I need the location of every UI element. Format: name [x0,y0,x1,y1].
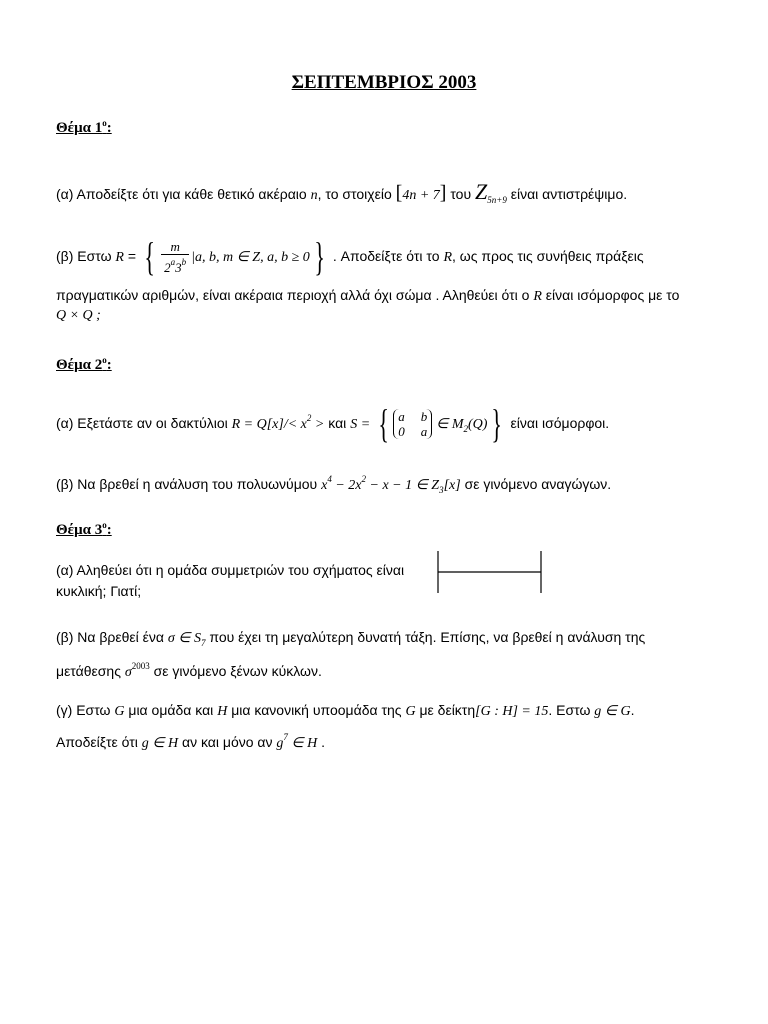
theme2-a-R-def-text: R = Q[x]/< x [231,417,307,432]
theme3-c-line2-text3: . [321,734,325,750]
segment-figure [437,551,542,593]
theme3-c-line1 [56,701,635,721]
theme3-a-line1: (α) Αληθεύει ότι η ομάδα συμμετριών του σχήματος είναι [56,562,405,578]
theme3-heading [56,520,112,539]
theme3-b-sigma: σ ∈ S [167,631,201,646]
theme1-b-denominator [161,255,189,275]
theme3-c-line2-text1: Αποδείξτε ότι [56,734,138,750]
theme3-b-line2 [56,657,322,682]
poly-mid: − 2x [331,478,362,493]
theme3-c-index: [G : H] = 15 [475,704,549,719]
theme3-c-g7: g [276,736,284,751]
theme2-a [56,398,609,449]
theme2-a-in-sub: 2 [463,424,468,434]
theme2-a-R-end: > [311,417,325,432]
theme3-c-g7-end: ∈ H [287,736,318,751]
theme3-b-sigma2-exp: 2003 [131,661,150,671]
matrix-cell: a [398,409,405,425]
theme1-b-line3: Q × Q ; [56,308,101,323]
theme1-b-den-b: b [181,257,187,268]
theme2-a-matrix [393,409,432,439]
theme2-b-text2: σε γινόμενο αναγώγων. [464,476,612,492]
theme2-a-text1: (α) Εξετάστε αν οι δακτύλιοι [56,415,228,431]
page-title: ΣΕΠΤΕΜΒΡΙΟΣ 2003 [291,72,477,93]
theme1-heading-colon: : [106,120,112,136]
theme1-a-text1: (α) Αποδείξτε ότι για κάθε θετικό ακέραιο [56,186,307,202]
theme3-b-text2: που έχει τη μεγαλύτερη δυνατή τάξη. Επίσης, να βρεθεί η ανάλυση της [209,629,646,645]
theme2-heading [56,355,112,374]
theme3-b-line1 [56,628,645,652]
theme1-heading-text: Θέμα 1 [56,120,103,136]
theme1-b-line2-end: είναι ισόμορφος με το [545,287,680,303]
theme1-b-fraction [161,239,189,275]
poly-x: x [321,478,328,493]
theme3-heading-colon: : [106,522,112,538]
theme3-b-sigma2: σ [124,665,132,680]
theme2-a-in: ∈ M [436,417,464,432]
theme3-c-G2: G [405,704,416,719]
theme3-b-text1: (β) Να βρεθεί ένα [56,629,164,645]
theme3-c-text4: με δείκτη [419,702,476,718]
theme1-b-numerator: m [161,239,189,255]
theme1-a-bracket-left: [ [395,182,403,204]
theme3-c-H: H [217,704,228,719]
poly-end: − x − 1 ∈ Z [366,478,440,493]
theme1-b-den-a: a [170,257,176,268]
theme2-a-R-def [231,413,325,432]
theme1-a-text3: του [450,186,472,202]
theme3-heading-sup: ο [102,520,107,530]
theme1-b-R2: R [443,250,452,265]
theme2-heading-sup: ο [102,355,107,365]
theme3-c-text5: . Εστω [548,702,591,718]
theme1-a-n: n [310,188,318,203]
theme1-b-line2 [56,286,679,306]
theme1-a-ring: Z [475,179,488,204]
theme3-a-line2: κυκλική; Γιατί; [56,583,142,599]
theme1-b-line2-text: πραγματικών αριθμών, είναι ακέραια περιοχή αλλά όχι σώμα . Αληθεύει ότι ο [56,287,530,303]
theme2-a-text2: και [328,415,347,431]
theme2-b-text1: (β) Να βρεθεί η ανάλυση του πολυωνύμου [56,476,318,492]
theme3-c-line2-text2: αν και μόνο αν [181,734,273,750]
theme1-a-text2: , το στοιχείο [317,186,392,202]
theme1-b-brace-left: { [144,234,155,280]
poly-tail: [x] [443,478,461,493]
theme1-a-ring-sub: 5n+9 [487,195,507,205]
theme3-b-line2-text2: σε γινόμενο ξένων κύκλων. [153,663,322,679]
theme1-b-text2: . Αποδείξτε ότι το [332,248,440,264]
theme2-a-text3: είναι ισόμορφοι. [510,415,610,431]
poly-exp1: 4 [327,474,332,484]
theme2-heading-text: Θέμα 2 [56,357,103,373]
theme2-a-brace-left: { [378,401,389,447]
theme2-heading-colon: : [106,357,112,373]
theme1-b-den-2: 2 [164,260,171,276]
theme3-c-text2: μια ομάδα και [128,702,214,718]
theme2-b-polynomial [321,474,461,495]
theme2-a-in-end: (Q) [467,417,488,432]
theme3-b-sigma-sub: 7 [200,638,206,648]
theme3-c-line2 [56,728,325,753]
theme1-b-den-3: 3 [175,260,182,276]
theme3-heading-text: Θέμα 3 [56,522,103,538]
theme1-b-R3: R [533,289,542,304]
theme2-a-S: S = [350,417,371,432]
theme2-b [56,470,611,499]
theme1-a [56,179,628,209]
theme1-a-text4: είναι αντιστρέψιμο. [510,186,628,202]
theme1-b-brace-right: } [314,234,325,280]
theme1-a-bracket-right: ] [439,182,447,204]
poly-exp2: 2 [361,474,366,484]
matrix-cell: 0 [398,424,405,440]
matrix-cell: a [420,424,428,440]
theme1-b-condition: |a, b, m ∈ Z, a, b ≥ 0 [191,250,310,265]
poly-sub: 3 [439,485,444,495]
theme1-b-text3: , ως προς τις συνήθεις πράξεις [452,248,644,264]
theme3-c-g-in-G: g ∈ G [594,704,631,719]
theme3-c-g-in-H: g ∈ H [141,736,179,751]
theme1-b-eq: = [127,248,137,264]
theme2-a-brace-right: } [491,401,503,447]
theme3-c-text3: μια κανονική υποομάδα της [231,702,402,718]
theme1-b [56,236,644,278]
theme1-heading [56,118,112,137]
theme2-a-R-exp: 2 [306,413,312,423]
theme3-c-g7-exp: 7 [283,732,288,742]
matrix-cell: b [420,409,428,425]
theme1-a-element: 4n + 7 [402,188,440,203]
theme1-heading-sup: ο [102,118,107,128]
theme3-c-text6: . [630,702,635,718]
theme3-b-line2-text1: μετάθεσης [56,663,121,679]
theme1-b-R: R [115,250,124,265]
theme3-c-G: G [114,704,125,719]
theme1-b-text1: (β) Εστω [56,248,112,264]
theme3-c-text1: (γ) Εστω [56,702,111,718]
